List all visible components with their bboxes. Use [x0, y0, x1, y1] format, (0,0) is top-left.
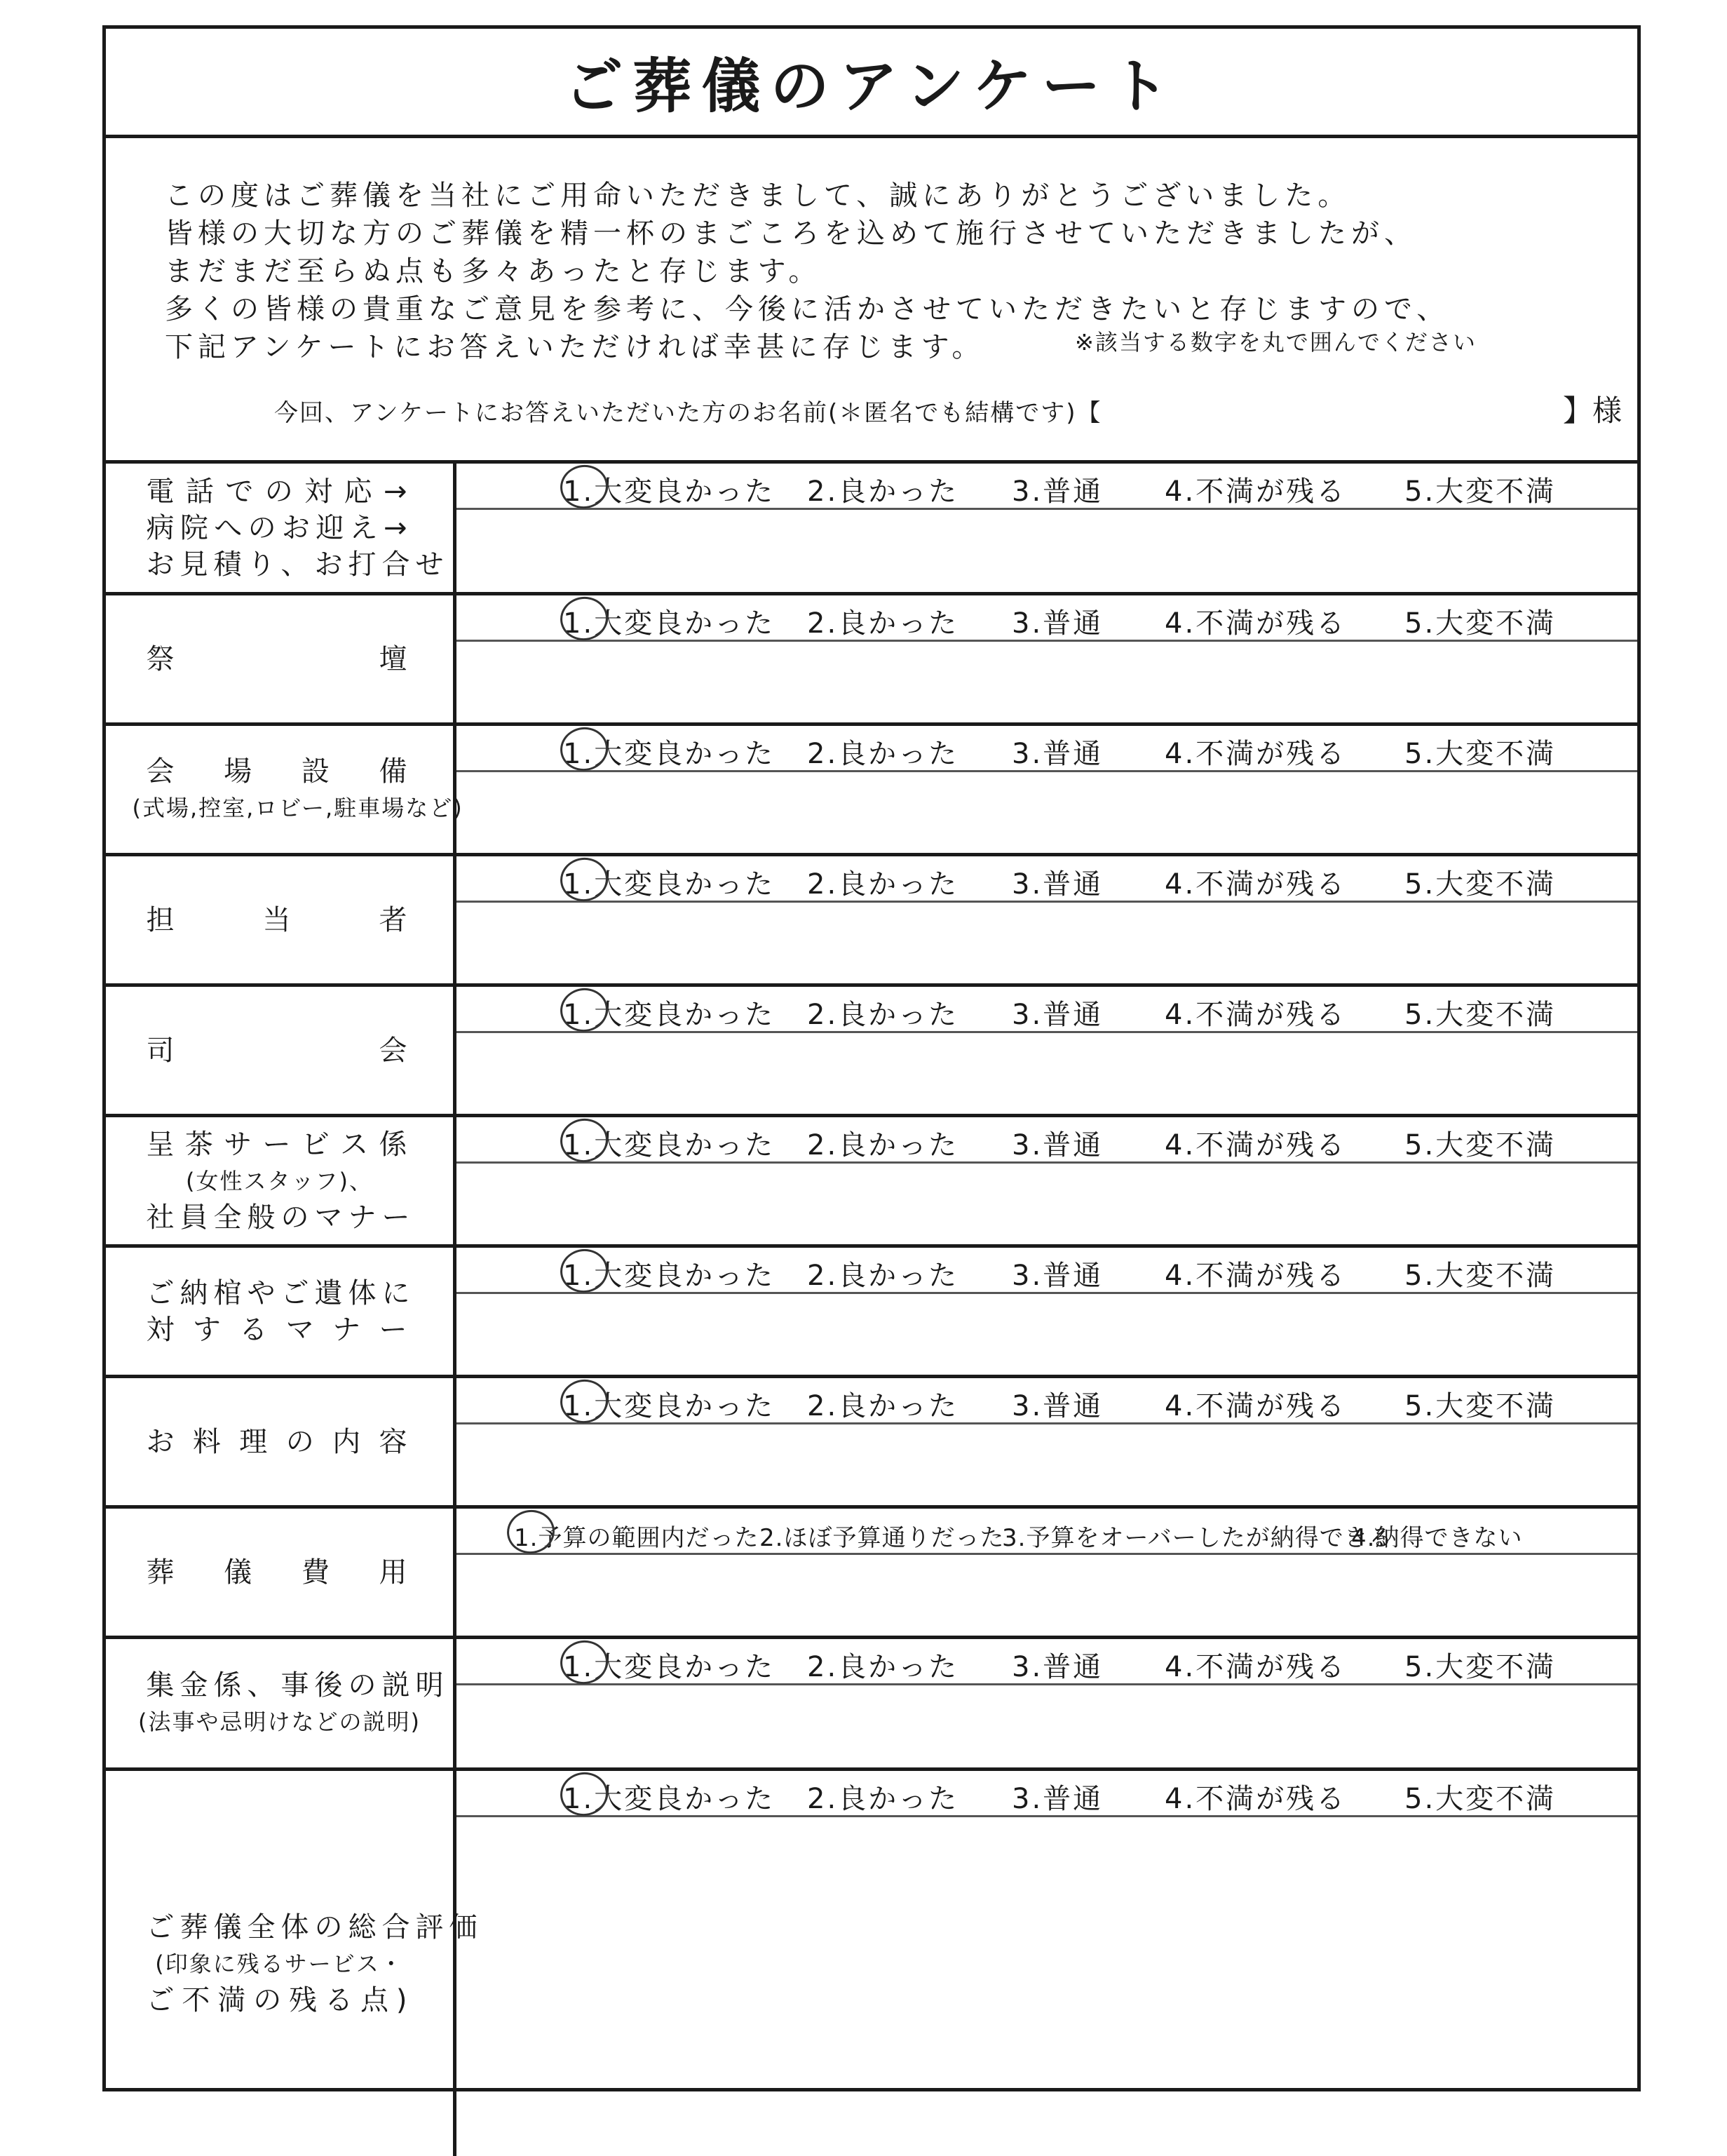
- rating-option[interactable]: 2.ほぼ予算通りだった: [759, 1524, 1005, 1552]
- question-label-line: 集金係、事後の説明: [146, 1669, 449, 1702]
- rating-option[interactable]: 5.大変不満: [1404, 868, 1557, 901]
- question-label-line: 社員全般のマナー: [146, 1201, 416, 1234]
- rating-option[interactable]: 2.良かった: [807, 607, 959, 640]
- comment-area[interactable]: [456, 1424, 1637, 1505]
- intro-line: まだまだ至らぬ点も多々あったと存じます。: [165, 255, 822, 288]
- rating-option[interactable]: 5.大変不満: [1404, 1783, 1557, 1815]
- question-label: [106, 1248, 456, 1375]
- comment-area[interactable]: [456, 772, 1637, 853]
- rating-options: [456, 987, 1637, 1033]
- rating-options: [456, 464, 1637, 510]
- rating-option[interactable]: 3.普通: [1012, 1129, 1104, 1161]
- question-label-line: 対するマナー: [146, 1313, 413, 1346]
- rating-option[interactable]: 2.良かった: [807, 476, 959, 508]
- intro-line: 皆様の大切な方のご葬儀を精一杯のまごころを込めて施行させていただきましたが、: [165, 217, 1417, 250]
- name-suffix: 】様: [1562, 393, 1622, 428]
- rating-option[interactable]: 4.納得できない: [1351, 1524, 1523, 1552]
- rating-option[interactable]: 1.大変良かった: [563, 1129, 776, 1161]
- rating-option[interactable]: 2.良かった: [807, 1129, 959, 1161]
- question-label: [106, 726, 463, 853]
- rating-option[interactable]: 5.大変不満: [1404, 476, 1557, 508]
- intro-line: 下記アンケートにお答えいただければ幸甚に存じます。: [165, 331, 985, 363]
- question-row: [106, 1639, 1637, 1771]
- rating-option[interactable]: 3.普通: [1012, 1651, 1104, 1683]
- rating-option[interactable]: 3.普通: [1012, 1260, 1104, 1292]
- survey-form: [102, 25, 1641, 2091]
- comment-area[interactable]: [456, 1164, 1637, 1244]
- rating-option[interactable]: 4.不満が残る: [1165, 607, 1347, 640]
- rating-options: [456, 1378, 1637, 1424]
- name-prompt: 今回、アンケートにお答えいただいた方のお名前(＊匿名でも結構です)【: [274, 399, 1102, 427]
- rating-option[interactable]: 3.普通: [1012, 868, 1104, 901]
- question-row: [106, 1117, 1637, 1248]
- question-label-line: (法事や忌明けなどの説明): [138, 1708, 421, 1735]
- question-label-line: 会 場 設 備: [146, 755, 413, 788]
- rating-option[interactable]: 5.大変不満: [1404, 1390, 1557, 1422]
- question-row: [106, 1771, 1637, 2156]
- question-row: [106, 1378, 1637, 1509]
- question-label-line: 担 当 者: [146, 903, 413, 936]
- comment-area[interactable]: [456, 1294, 1637, 1375]
- rating-option[interactable]: 2.良かった: [807, 1783, 959, 1815]
- rating-option[interactable]: 2.良かった: [807, 1651, 959, 1683]
- rating-option[interactable]: 2.良かった: [807, 1260, 959, 1292]
- comment-area[interactable]: [456, 1033, 1637, 1114]
- rating-option[interactable]: 4.不満が残る: [1165, 999, 1347, 1031]
- question-label: [106, 1509, 456, 1636]
- question-label-line: 祭 壇: [146, 642, 413, 675]
- rating-options: [456, 1639, 1637, 1685]
- question-label-line: 呈茶サービス係: [146, 1128, 413, 1161]
- rating-option[interactable]: 5.大変不満: [1404, 1260, 1557, 1292]
- rating-option[interactable]: 5.大変不満: [1404, 607, 1557, 640]
- rating-option[interactable]: 1.大変良かった: [563, 1783, 776, 1815]
- comment-area[interactable]: [456, 1685, 1637, 1767]
- question-row: [106, 1509, 1637, 1639]
- question-row: [106, 595, 1637, 726]
- question-label-line: お見積り、お打合せ: [146, 548, 449, 581]
- rating-option[interactable]: 2.良かった: [807, 738, 959, 770]
- question-label-line: ご葬儀全体の総合評価: [146, 1911, 483, 1943]
- question-label-line: 司 会: [146, 1034, 413, 1067]
- name-field[interactable]: [639, 420, 1532, 422]
- rating-option[interactable]: 1.予算の範囲内だった: [514, 1524, 759, 1552]
- rating-option[interactable]: 3.普通: [1012, 1390, 1104, 1422]
- rating-option[interactable]: 3.普通: [1012, 738, 1104, 770]
- rating-option[interactable]: 3.予算をオーバーしたが納得できる: [1002, 1524, 1393, 1552]
- rating-option[interactable]: 3.普通: [1012, 476, 1104, 508]
- rating-options: [456, 1117, 1637, 1164]
- question-label-line: 電話での対応→: [146, 475, 413, 508]
- title-box: [106, 29, 1637, 138]
- question-label-line: (女性スタッフ)、: [186, 1167, 373, 1194]
- intro-section: [106, 138, 1637, 464]
- rating-option[interactable]: 4.不満が残る: [1165, 1651, 1347, 1683]
- rating-option[interactable]: 5.大変不満: [1404, 1129, 1557, 1161]
- question-label: [106, 1378, 456, 1505]
- rating-option[interactable]: 1.大変良かった: [563, 1651, 776, 1683]
- rating-options: [456, 595, 1637, 642]
- rating-option[interactable]: 3.普通: [1012, 607, 1104, 640]
- rating-option[interactable]: 4.不満が残る: [1165, 476, 1347, 508]
- question-label-line: 病院へのお迎え→: [146, 511, 413, 544]
- question-label: [106, 464, 456, 592]
- comment-area[interactable]: [456, 1555, 1637, 1636]
- question-row: [106, 987, 1637, 1117]
- question-row: [106, 726, 1637, 856]
- rating-option[interactable]: 4.不満が残る: [1165, 1260, 1347, 1292]
- rating-option[interactable]: 1.大変良かった: [563, 476, 776, 508]
- page-title: ご葬儀のアンケート: [564, 52, 1179, 121]
- rating-option[interactable]: 4.不満が残る: [1165, 868, 1347, 901]
- question-label: [106, 1639, 456, 1767]
- rating-option[interactable]: 3.普通: [1012, 1783, 1104, 1815]
- rating-option[interactable]: 5.大変不満: [1404, 738, 1557, 770]
- question-row: [106, 464, 1637, 595]
- rating-options: [456, 726, 1637, 772]
- rating-option[interactable]: 4.不満が残る: [1165, 1783, 1347, 1815]
- rating-option[interactable]: 5.大変不満: [1404, 1651, 1557, 1683]
- rating-option[interactable]: 1.大変良かった: [563, 868, 776, 901]
- rating-option[interactable]: 2.良かった: [807, 1390, 959, 1422]
- rating-option[interactable]: 1.大変良かった: [563, 1260, 776, 1292]
- rating-options: [456, 856, 1637, 903]
- comment-area[interactable]: [456, 1817, 1637, 2156]
- question-label: [106, 595, 456, 722]
- rating-option[interactable]: 5.大変不満: [1404, 999, 1557, 1031]
- comment-area[interactable]: [456, 510, 1637, 592]
- rating-option[interactable]: 3.普通: [1012, 999, 1104, 1031]
- rating-option[interactable]: 2.良かった: [807, 999, 959, 1031]
- instruction-note: ※該当する数字を丸で囲んでください: [1075, 329, 1477, 356]
- rating-option[interactable]: 4.不満が残る: [1165, 738, 1347, 770]
- question-label: [106, 987, 456, 1114]
- question-label: [106, 1771, 483, 2156]
- comment-area[interactable]: [456, 903, 1637, 983]
- question-label: [106, 1117, 456, 1244]
- comment-area[interactable]: [456, 642, 1637, 722]
- question-label-line: (式場,控室,ロビー,駐車場など): [132, 794, 463, 821]
- rating-options: [456, 1509, 1637, 1555]
- rating-option[interactable]: 1.大変良かった: [563, 607, 776, 640]
- rating-option[interactable]: 1.大変良かった: [563, 1390, 776, 1422]
- rating-option[interactable]: 2.良かった: [807, 868, 959, 901]
- question-label-line: ご不満の残る点): [146, 1983, 413, 2016]
- rating-option[interactable]: 1.大変良かった: [563, 738, 776, 770]
- question-label-line: ご納棺やご遺体に: [146, 1276, 416, 1309]
- question-label: [106, 856, 456, 983]
- question-label-line: 葬 儀 費 用: [146, 1556, 413, 1589]
- intro-line: この度はご葬儀を当社にご用命いただきまして、誠にありがとうございました。: [165, 180, 1351, 212]
- rating-options: [456, 1248, 1637, 1294]
- question-label-line: お料理の内容: [146, 1425, 413, 1458]
- rating-option[interactable]: 1.大変良かった: [563, 999, 776, 1031]
- question-row: [106, 1248, 1637, 1378]
- intro-line: 多くの皆様の貴重なご意見を参考に、今後に活かさせていただきたいと存じますので、: [165, 293, 1450, 325]
- question-row: [106, 856, 1637, 987]
- question-label-line: (印象に残るサービス・: [155, 1950, 404, 1977]
- rating-option[interactable]: 4.不満が残る: [1165, 1129, 1347, 1161]
- rating-option[interactable]: 4.不満が残る: [1165, 1390, 1347, 1422]
- rating-options: [456, 1771, 1637, 1817]
